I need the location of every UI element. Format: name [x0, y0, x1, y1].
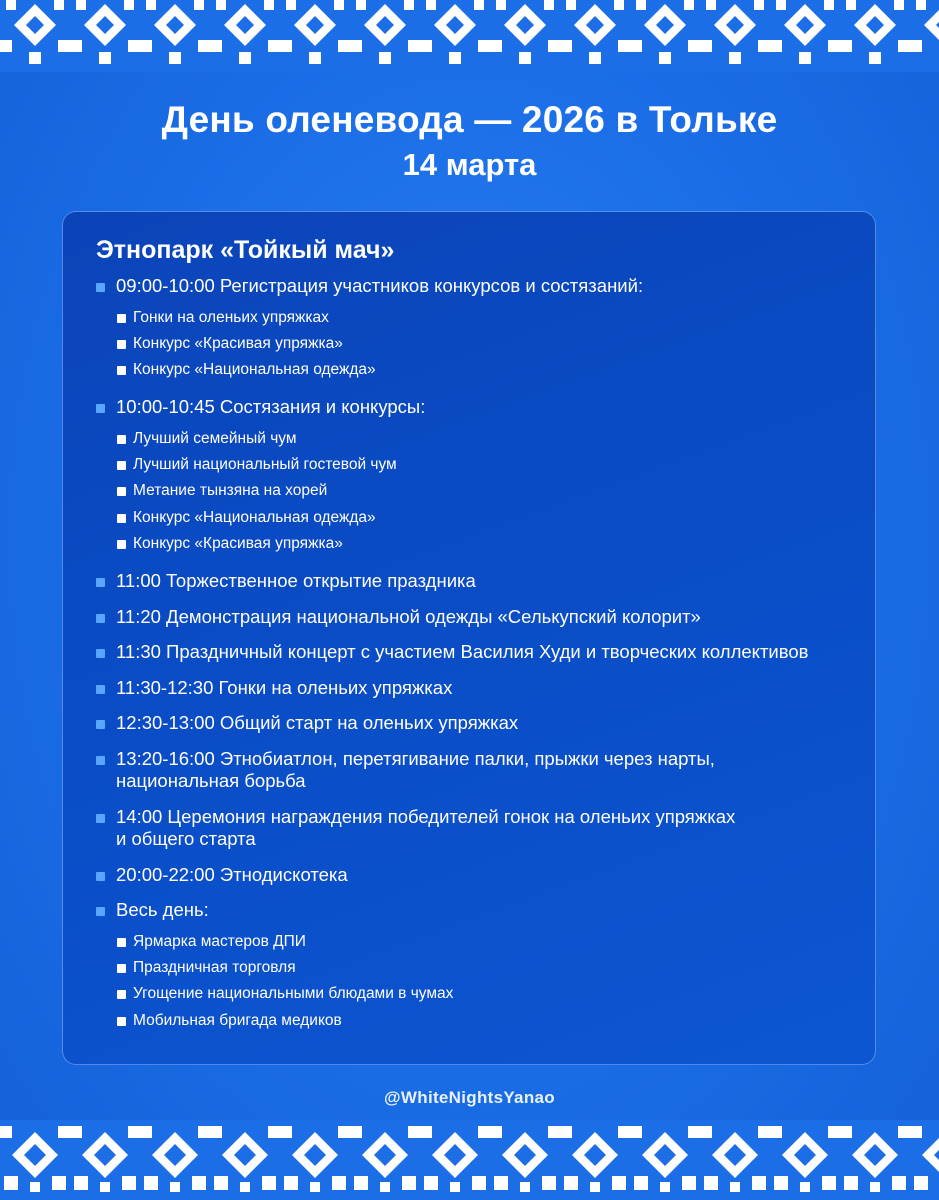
bullet-icon [96, 756, 105, 765]
schedule-item [96, 641, 855, 664]
square-bullet-icon [117, 487, 126, 496]
bullet-icon [96, 649, 105, 658]
schedule-item [96, 570, 855, 593]
square-bullet-icon [117, 340, 126, 349]
sub-item [116, 981, 855, 1007]
square-bullet-icon [117, 461, 126, 470]
sub-item-text: Угощение национальными блюдами в чумах [133, 985, 454, 1003]
sub-item-text: Конкурс «Национальная одежда» [133, 361, 376, 379]
schedule-list [96, 275, 855, 1034]
sub-list [116, 426, 855, 557]
schedule-item [96, 606, 855, 629]
schedule-item-text: 11:00 Торжественное открытие праздника [116, 570, 476, 592]
square-bullet-icon [117, 990, 126, 999]
page-title: День оленевода — 2026 в Тольке [161, 99, 778, 140]
sub-item-text: Конкурс «Красивая упряжка» [133, 334, 343, 352]
sub-item-text: Конкурс «Национальная одежда» [133, 508, 376, 526]
sub-item-text: Мобильная бригада медиков [133, 1011, 342, 1029]
square-bullet-icon [117, 314, 126, 323]
bullet-icon [96, 614, 105, 623]
sub-list [116, 929, 855, 1034]
schedule-item-text: 11:30-12:30 Гонки на оленьих упряжках [116, 676, 453, 698]
schedule-item [96, 712, 855, 735]
event-date: 14 марта [402, 147, 537, 182]
square-bullet-icon [117, 964, 126, 973]
sub-item [116, 531, 855, 557]
schedule-item-text: 11:30 Праздничный концерт с участием Василия Худи и творческих коллективов [116, 641, 809, 663]
sub-item-text: Ярмарка мастеров ДПИ [133, 932, 306, 950]
schedule-item-text: 10:00-10:45 Состязания и конкурсы: [116, 396, 426, 418]
schedule-item-text: 13:20-16:00 Этнобиатлон, перетягивание палки, прыжки через нарты, национальная борьба [116, 747, 715, 792]
sub-item [116, 1008, 855, 1034]
bullet-icon [96, 720, 105, 729]
sub-item [116, 452, 855, 478]
bullet-icon [96, 685, 105, 694]
sub-item [116, 955, 855, 981]
ornament-top-border [0, 0, 939, 72]
schedule-item [96, 899, 855, 1034]
square-bullet-icon [117, 435, 126, 444]
schedule-item-text: 09:00-10:00 Регистрация участников конкурсов и состязаний: [116, 275, 644, 296]
bullet-icon [96, 907, 105, 916]
schedule-item [96, 864, 855, 887]
sub-item-text: Лучший семейный чум [133, 429, 297, 447]
sub-item [116, 505, 855, 531]
sub-item [116, 478, 855, 504]
header [0, 96, 939, 185]
bullet-icon [96, 814, 105, 823]
schedule-item-text: Весь день: [116, 899, 209, 921]
sub-item [116, 331, 855, 357]
sub-item-text: Метание тынзяна на хорей [133, 482, 328, 500]
sub-item-text: Конкурс «Красивая упряжка» [133, 535, 343, 553]
square-bullet-icon [117, 938, 126, 947]
square-bullet-icon [117, 366, 126, 375]
schedule-item [96, 396, 855, 557]
sub-item [116, 426, 855, 452]
schedule-item [96, 275, 855, 383]
bullet-icon [96, 404, 105, 413]
sub-item-text: Лучший национальный гостевой чум [133, 456, 397, 474]
schedule-item-text: 20:00-22:00 Этнодискотека [116, 863, 348, 885]
ornament-bottom-border [0, 1120, 939, 1200]
bullet-icon [96, 872, 105, 881]
sub-item-text: Гонки на оленьих упряжках [133, 308, 329, 326]
sub-item [116, 305, 855, 331]
sub-list [116, 305, 855, 384]
bullet-icon [96, 283, 105, 292]
social-handle: @WhiteNightsYanao [384, 1088, 555, 1107]
sub-item-text: Праздничная торговля [133, 959, 296, 977]
schedule-item [96, 806, 855, 851]
bullet-icon [96, 578, 105, 587]
square-bullet-icon [117, 514, 126, 523]
square-bullet-icon [117, 540, 126, 549]
sub-item [116, 929, 855, 955]
square-bullet-icon [117, 1017, 126, 1026]
schedule-item-text: 14:00 Церемония награждения победителей гонок на оленьих упряжках и общего старта [116, 805, 736, 850]
schedule-item [96, 748, 855, 793]
schedule-card [62, 211, 876, 1065]
schedule-item [96, 677, 855, 700]
venue-title: Этнопарк «Тойкый мач» [96, 236, 395, 264]
sub-item [116, 357, 855, 383]
schedule-item-text: 11:20 Демонстрация национальной одежды «Селькупский колорит» [116, 605, 701, 627]
schedule-item-text: 12:30-13:00 Общий старт на оленьих упряжках [116, 712, 519, 734]
